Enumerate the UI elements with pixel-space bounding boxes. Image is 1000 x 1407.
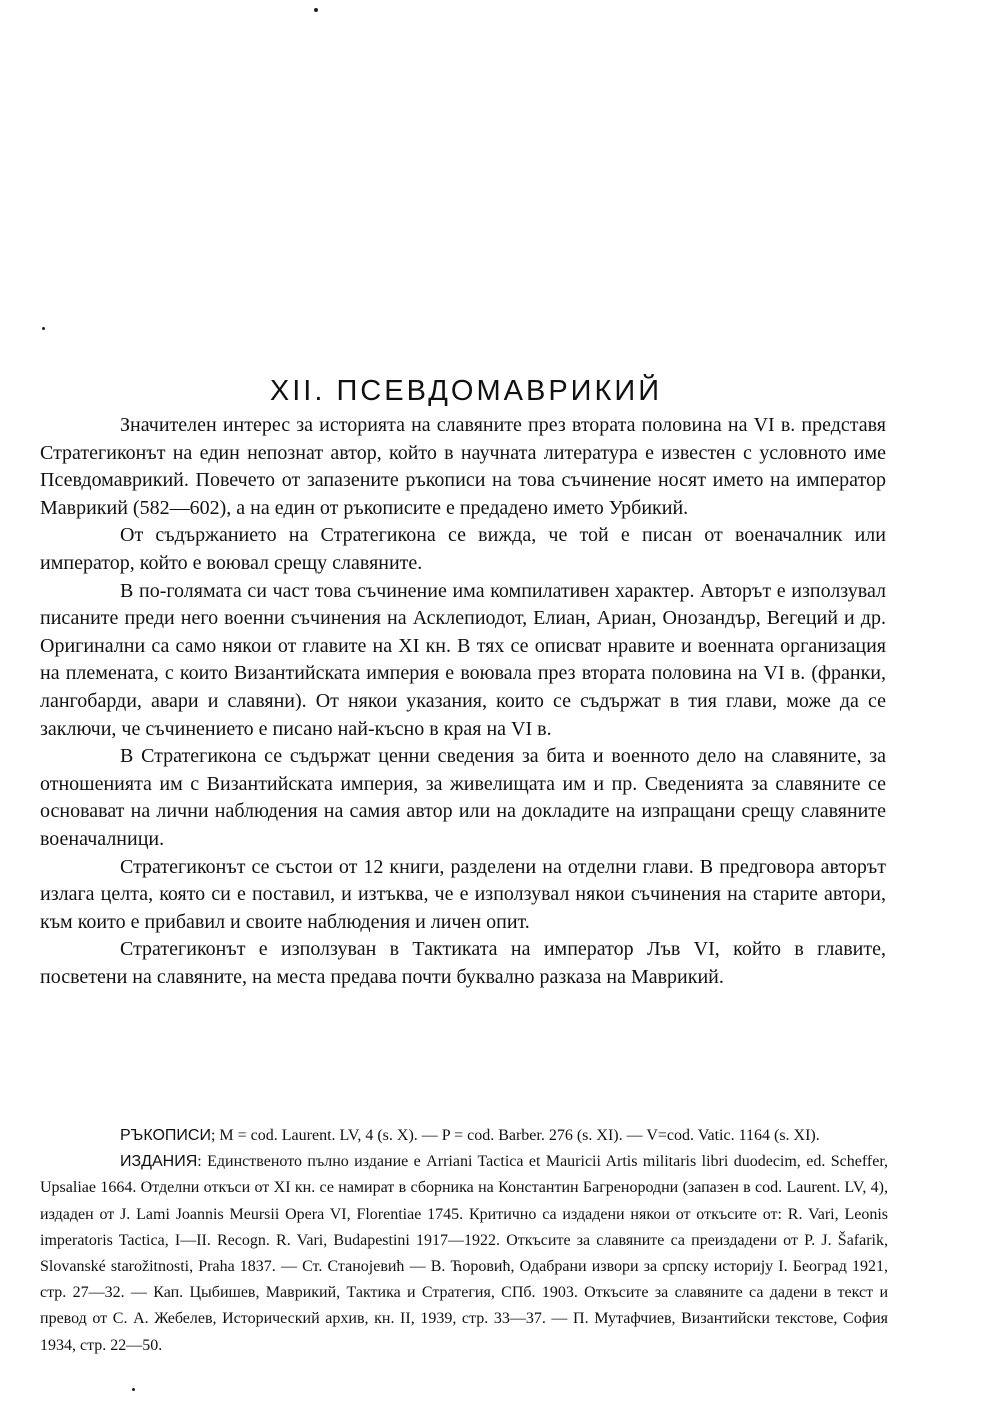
editions-note (40, 1149, 888, 1359)
ink-speck (314, 8, 318, 12)
manuscripts-text: ; M = cod. Laurent. LV, 4 (s. X). — P = cod. Barber. 276 (s. XI). — V=cod. Vatic. 1164 (s. XI). (210, 1127, 820, 1144)
paragraph: Стратегиконът се състои от 12 книги, разделени на отделни глави. В предговора авторът излага целта, която си е поставил, и изтъква, че е използувал някои съчинения на старите автори, към които е прибавил и своите наблюдения и личен опит. (40, 855, 886, 933)
paragraph: Значителен интерес за историята на славяните през втората половина на VI в. представя Стратегиконът на един непознат автор, който в научната литература е известен с условното име Псевдомаврикий. Повечето от запазените ръкописи на това съчинение носят името на император Маврикий (582—602), а на един от ръкописите е предадено името Урбикий. (40, 414, 886, 519)
manuscripts-note (40, 1123, 888, 1149)
ink-speck (132, 1388, 135, 1391)
chapter-title: XII. ПСЕВДОМАВРИКИЙ (269, 375, 663, 408)
paragraph: От съдържанието на Стратегикона се вижда, че той е писан от военачалник или император, който е воювал срещу славяните. (40, 524, 886, 574)
editions-text: : Единственото пълно издание е Arriani Tactica et Mauricii Artis militaris libri duodecim, ed. Scheffer, Upsaliae 1664. Отделни откъси от XI кн. се намират в сборника на Константин Багренородни (запазен в cod. Laurent. LV, 4), издаден от J. Lami Joannis Meursii Opera VI, Florentiae 1745. Критично са издадени някои от откъсите от: R. Vari, Leonis imperatoris Tactica, I—II. Recogn. R. Vari, Budapestini 1917—1922. Откъсите за славяните са преиздадени от P. J. Šafarik, Slovanské starožitnosti, Praha 1837. — Ст. Станојевић — В. Ћоровић, Одабрани извори за српску историју I. Београд 1921, стр. 27—32. — Кап. Цыбишев, Маврикий, Тактика и Стратегия, СПб. 1903. Откъсите за славяните са дадени в текст и превод от С. А. Жебелев, Исторический архив, кн. II, 1939, стр. 33—37. — П. Мутафчиев, Византийски текстове, София 1934, стр. 22—50. (40, 1153, 888, 1354)
manuscripts-label: РЪКОПИСИ (120, 1127, 211, 1144)
bibliography-notes (40, 1123, 888, 1359)
ink-speck (42, 327, 45, 330)
body-text (40, 412, 886, 991)
paragraph: В по-голямата си част това съчинение има компилативен характер. Авторът е използувал писаните преди него военни съчинения на Асклепиодот, Елиан, Ариан, Онозандър, Вегеций и др. Оригинални са само някои от главите на XI кн. В тях се описват нравите и военната организация на племената, с които Византийската империя е воювала през втората половина на VI в. (франки, лангобарди, авари и славяни). От някои указания, които се съдържат в тия глави, може да се заключи, че съчинението е писано най-късно в края на VI в. (40, 579, 886, 740)
editions-label: ИЗДАНИЯ (120, 1153, 198, 1171)
paragraph: В Стратегикона се съдържат ценни сведения за бита и военното дело на славяните, за отношенията им с Византийската империя, за живелищата им и пр. Сведенията за славяните се основават на лични наблюдения на самия автор или на докладите на изпращани срещу славяните военачалници. (40, 745, 886, 850)
paragraph: Стратегиконът е използуван в Тактиката на император Лъв VI, който в главите, посветени на славяните, на места предава почти буквално разказа на Маврикий. (40, 938, 886, 988)
